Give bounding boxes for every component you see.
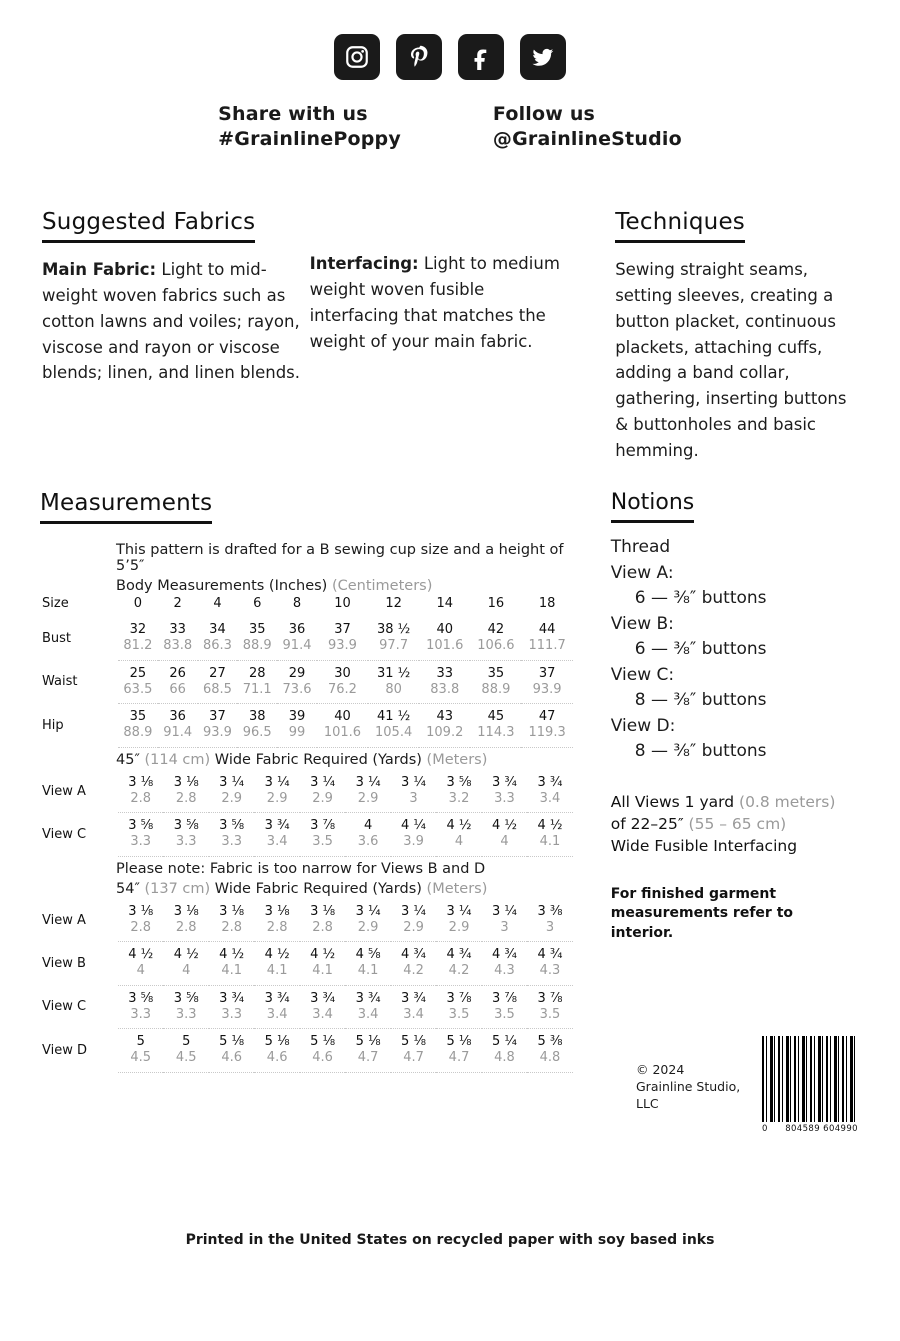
size-header-cell: 0	[133, 596, 143, 612]
fabric45-inches: 45″	[116, 751, 140, 768]
barcode-number	[762, 1124, 858, 1134]
main-fabric-label: Main Fabric:	[42, 259, 157, 279]
inch-cell: 4 ¾	[491, 947, 517, 963]
cm-cell: 114.3	[470, 725, 521, 747]
cm-cell: 4	[482, 834, 527, 856]
printed-footer: Printed in the United States on recycled paper with soy based inks	[185, 1232, 715, 1248]
inch-cell: 32	[129, 622, 147, 638]
instagram-icon[interactable]	[334, 34, 380, 80]
inch-cell: 3 ¼	[401, 903, 427, 919]
inch-cell: 3 ⅝	[173, 818, 199, 834]
inch-cell: 40	[334, 709, 351, 725]
cm-cell: 66	[158, 682, 198, 704]
body-measurements-heading	[116, 578, 573, 594]
cm-cell: 4.6	[300, 1050, 345, 1072]
cm-cell: 2.8	[163, 791, 208, 813]
cm-cell: 3.4	[254, 834, 299, 856]
notions-view-label: View D:	[610, 715, 676, 736]
inch-cell: 3 ¼	[446, 903, 472, 919]
inch-cell: 38	[248, 709, 266, 725]
inch-cell: 42	[487, 622, 505, 638]
inch-cell: 33	[169, 622, 186, 638]
cm-cell: 2.8	[300, 920, 345, 942]
cm-cell: 4	[118, 963, 163, 985]
cm-cell: 4.1	[209, 963, 254, 985]
barcode-bars	[762, 1036, 858, 1122]
inch-cell: 33	[436, 665, 454, 681]
inch-cell: 3 ¼	[401, 774, 427, 790]
table-row	[40, 899, 573, 920]
cm-cell: 2.9	[300, 791, 345, 813]
inch-cell: 4 ¾	[446, 947, 472, 963]
barcode-digit-left: 0	[762, 1124, 768, 1134]
inch-cell: 47	[538, 709, 556, 725]
inch-cell: 3 ⅝	[128, 818, 154, 834]
interfacing-column	[310, 209, 578, 464]
fabric54-meters: (Meters)	[426, 880, 488, 897]
cm-cell: 93.9	[317, 638, 368, 660]
inch-cell: 3 ⅞	[446, 990, 472, 1006]
cm-cell: 3.4	[300, 1007, 345, 1029]
cm-cell: 101.6	[419, 638, 470, 660]
cm-cell: 109.2	[419, 725, 470, 747]
cm-cell: 2.9	[345, 920, 390, 942]
inch-cell: 3 ¾	[491, 774, 517, 790]
inch-cell: 5 ⅛	[401, 1034, 427, 1050]
inch-cell: 43	[436, 709, 454, 725]
cm-cell: 4.6	[209, 1050, 254, 1072]
inch-cell: 4 ¾	[401, 947, 427, 963]
cm-cell: 3.9	[391, 834, 436, 856]
body-measurements-table	[40, 596, 573, 748]
inch-cell: 5	[136, 1034, 145, 1050]
finished-garment-note: For finished garment measurements refer to interior.	[610, 885, 794, 941]
interfacing-paragraph	[310, 251, 578, 355]
measurements-title: Measurements	[40, 490, 212, 524]
inch-cell: 36	[288, 622, 306, 638]
inch-cell: 3 ¼	[355, 774, 381, 790]
inch-cell: 5 ⅜	[537, 1034, 563, 1050]
cm-cell: 4	[436, 834, 481, 856]
cm-cell: 97.7	[368, 638, 419, 660]
inch-cell: 5 ⅛	[310, 1034, 336, 1050]
cm-cell: 3.4	[254, 1007, 299, 1029]
inch-cell: 37	[538, 665, 556, 681]
cm-cell: 2.9	[209, 791, 254, 813]
social-icons-row	[0, 0, 900, 80]
fabric45-meters: (Meters)	[426, 751, 488, 768]
barcode-digits-right: 804589 604990	[785, 1124, 858, 1134]
follow-label: Follow us	[492, 103, 596, 125]
cm-cell: 3.3	[118, 1007, 163, 1029]
inch-cell: 4 ½	[310, 947, 336, 963]
techniques-column	[577, 209, 860, 464]
notions-view-buttons: 6 — ⅜″ buttons	[634, 639, 767, 660]
cm-cell: 71.1	[237, 682, 277, 704]
fabric54-text: Wide Fabric Required (Yards)	[210, 880, 422, 897]
inch-cell: 4 ½	[491, 818, 517, 834]
inch-cell: 31 ½	[376, 665, 411, 681]
inch-cell: 5 ⅛	[264, 1034, 290, 1050]
table-row-cm	[40, 834, 573, 856]
inch-cell: 25	[129, 665, 147, 681]
cm-cell: 68.5	[198, 682, 238, 704]
inch-cell: 3 ⅝	[128, 990, 154, 1006]
inch-cell: 5 ⅛	[355, 1034, 381, 1050]
notions-title: Notions	[611, 490, 695, 523]
inch-cell: 4 ½	[219, 947, 245, 963]
fabric45-cm: (114 cm)	[144, 751, 211, 768]
cm-cell: 4.8	[482, 1050, 527, 1072]
cm-cell: 63.5	[118, 682, 158, 704]
cm-cell: 2.8	[209, 920, 254, 942]
fabric54-table	[40, 899, 573, 1073]
inch-cell: 3 ⅛	[128, 903, 154, 919]
body-head-cm: (Centimeters)	[331, 578, 433, 595]
table-row-cm	[40, 682, 573, 704]
suggested-fabrics-title: Suggested Fabrics	[42, 209, 255, 243]
inch-cell: 3 ⅛	[173, 774, 199, 790]
cm-cell: 80	[368, 682, 419, 704]
table-row-cm	[40, 920, 573, 942]
cm-cell: 88.9	[237, 638, 277, 660]
cm-cell: 91.4	[158, 725, 198, 747]
size-header-cell: 18	[538, 596, 556, 612]
inch-cell: 3 ⅞	[310, 818, 336, 834]
cm-cell: 2.9	[254, 791, 299, 813]
barcode	[762, 1036, 858, 1134]
cm-cell: 3	[482, 920, 527, 942]
row-label: Waist	[42, 674, 78, 690]
inch-cell: 3 ⅞	[491, 990, 517, 1006]
interfacing-yards: All Views 1 yard	[610, 792, 740, 811]
measurements-tables	[40, 490, 573, 1073]
inch-cell: 36	[169, 709, 186, 725]
inch-cell: 3 ⅛	[173, 903, 199, 919]
cm-cell: 3.6	[345, 834, 390, 856]
cm-cell: 3.3	[163, 834, 208, 856]
cm-cell: 3.3	[209, 834, 254, 856]
inch-cell: 27	[209, 665, 226, 681]
pinterest-icon[interactable]	[396, 34, 442, 80]
cm-cell: 73.6	[277, 682, 317, 704]
cm-cell: 4.6	[254, 1050, 299, 1072]
inch-cell: 35	[248, 622, 266, 638]
main-fabric-paragraph	[42, 257, 310, 386]
cm-cell: 119.3	[521, 725, 572, 747]
cm-cell: 4	[163, 963, 208, 985]
row-label: View C	[42, 826, 87, 842]
cm-cell: 2.8	[118, 920, 163, 942]
cm-cell: 101.6	[317, 725, 368, 747]
inch-cell: 35	[487, 665, 505, 681]
cm-cell: 2.9	[391, 920, 436, 942]
cm-cell: 2.8	[163, 920, 208, 942]
cm-cell: 3.5	[436, 1007, 481, 1029]
cm-cell: 4.2	[436, 963, 481, 985]
inch-cell: 41 ½	[376, 709, 411, 725]
inch-cell: 3 ¼	[264, 774, 290, 790]
inch-cell: 34	[209, 622, 226, 638]
cm-cell: 4.1	[527, 834, 573, 856]
table-row	[40, 985, 573, 1007]
cm-cell: 4.8	[527, 1050, 573, 1072]
cm-cell: 83.8	[419, 682, 470, 704]
inch-cell: 3 ¾	[264, 818, 290, 834]
copyright-line-2: Grainline Studio,	[636, 1078, 741, 1094]
inch-cell: 3 ⅝	[219, 818, 245, 834]
cm-cell: 88.9	[118, 725, 158, 747]
interfacing-line-2	[611, 813, 860, 835]
notions-interfacing	[611, 791, 860, 857]
cm-cell: 4.3	[527, 963, 573, 985]
cm-cell: 3.2	[436, 791, 481, 813]
inch-cell: 4 ½	[173, 947, 199, 963]
size-header-cell: 12	[385, 596, 402, 612]
top-columns	[40, 209, 860, 464]
row-label: Hip	[42, 717, 64, 733]
inch-cell: 3 ¾	[219, 990, 245, 1006]
cm-cell: 83.8	[158, 638, 198, 660]
cm-cell: 4.5	[163, 1050, 208, 1072]
size-header-cell: 8	[292, 596, 302, 612]
inch-cell: 3 ⅛	[128, 774, 154, 790]
copyright-line-1: © 2024	[636, 1062, 685, 1077]
row-label: View C	[42, 999, 87, 1015]
cm-cell: 106.6	[470, 638, 521, 660]
cm-cell: 4.5	[118, 1050, 163, 1072]
size-header-row	[40, 596, 573, 617]
cm-cell: 4.1	[254, 963, 299, 985]
inch-cell: 3 ⅜	[537, 903, 563, 919]
fabric45-heading	[116, 752, 573, 768]
inch-cell: 4 ¾	[537, 947, 563, 963]
inch-cell: 3 ⅛	[310, 903, 336, 919]
table-row	[40, 617, 573, 638]
facebook-icon[interactable]	[458, 34, 504, 80]
inch-cell: 3 ¼	[219, 774, 245, 790]
table-row-cm	[40, 725, 573, 747]
interfacing-line-1	[611, 791, 860, 813]
table-row	[40, 1029, 573, 1051]
cm-cell: 88.9	[470, 682, 521, 704]
cm-cell: 105.4	[368, 725, 419, 747]
twitter-icon[interactable]	[520, 34, 566, 80]
notions-view-label: View B:	[610, 613, 674, 634]
inch-cell: 3 ⅝	[173, 990, 199, 1006]
interfacing-text: Light to medium weight woven fusible interfacing that matches the weight of your main fabric.	[309, 253, 560, 351]
fabric54-inches: 54″	[116, 880, 140, 897]
cm-cell: 3.3	[482, 791, 527, 813]
table-row-cm	[40, 1050, 573, 1072]
inch-cell: 3 ¾	[537, 774, 563, 790]
inch-cell: 3 ⅛	[219, 903, 245, 919]
size-label: Size	[42, 596, 69, 612]
cm-cell: 4.7	[436, 1050, 481, 1072]
inch-cell: 4 ⅝	[355, 947, 381, 963]
inch-cell: 5 ⅛	[219, 1034, 245, 1050]
inch-cell: 5	[182, 1034, 191, 1050]
inch-cell: 3 ¼	[491, 903, 517, 919]
fabric54-cm: (137 cm)	[144, 880, 211, 897]
cm-cell: 4.7	[391, 1050, 436, 1072]
inch-cell: 5 ⅛	[446, 1034, 472, 1050]
cm-cell: 2.8	[118, 791, 163, 813]
inch-cell: 4 ½	[446, 818, 472, 834]
inch-cell: 40	[436, 622, 454, 638]
cm-cell: 3	[527, 920, 573, 942]
inch-cell: 30	[334, 665, 351, 681]
cm-cell: 3.5	[300, 834, 345, 856]
fabric45-table	[40, 770, 573, 857]
cm-cell: 3.4	[391, 1007, 436, 1029]
notions-view-buttons: 8 — ⅜″ buttons	[634, 690, 767, 711]
cm-cell: 111.7	[521, 638, 572, 660]
cm-cell: 3.5	[527, 1007, 573, 1029]
notions-column	[573, 490, 860, 1073]
cm-cell: 3.5	[482, 1007, 527, 1029]
inch-cell: 4 ½	[537, 818, 563, 834]
inch-cell: 3 ¾	[264, 990, 290, 1006]
suggested-fabrics-column	[40, 209, 310, 464]
inch-cell: 28	[248, 665, 266, 681]
share-hashtag: #GrainlinePoppy	[218, 128, 401, 151]
inch-cell: 3 ¼	[310, 774, 336, 790]
inch-cell: 4 ½	[264, 947, 290, 963]
inch-cell: 35	[129, 709, 147, 725]
inch-cell: 4 ¼	[401, 818, 427, 834]
row-label: View D	[42, 1042, 87, 1058]
inch-cell: 3 ⅛	[264, 903, 290, 919]
cm-cell: 4.1	[300, 963, 345, 985]
table-row	[40, 660, 573, 682]
interfacing-width-cm: (55 – 65 cm)	[688, 814, 787, 833]
narrow-fabric-note: Please note: Fabric is too narrow for Views B and D	[116, 860, 486, 877]
fabric54-heading	[116, 881, 573, 897]
table-row-cm	[40, 638, 573, 660]
techniques-title: Techniques	[615, 209, 745, 243]
cm-cell: 3.3	[118, 834, 163, 856]
inch-cell: 3 ¼	[355, 903, 381, 919]
size-header-cell: 14	[436, 596, 454, 612]
copyright-block	[636, 1062, 740, 1113]
size-header-cell: 16	[487, 596, 505, 612]
measurements-section	[40, 490, 860, 1073]
table-row	[40, 770, 573, 791]
inch-cell: 3 ¾	[401, 990, 427, 1006]
notions-view-buttons: 8 — ⅜″ buttons	[634, 741, 767, 762]
cm-cell: 3.4	[527, 791, 573, 813]
follow-block	[493, 102, 682, 153]
notions-view-label: View C:	[610, 664, 675, 685]
cm-cell: 4.1	[345, 963, 390, 985]
cm-cell: 2.9	[345, 791, 390, 813]
share-follow-row	[0, 102, 900, 153]
inch-cell: 29	[288, 665, 306, 681]
inch-cell: 39	[288, 709, 306, 725]
cm-cell: 81.2	[118, 638, 158, 660]
inch-cell: 26	[169, 665, 186, 681]
row-label: View A	[42, 783, 86, 799]
cm-cell: 3	[391, 791, 436, 813]
table-row	[40, 813, 573, 835]
row-label: View A	[42, 912, 86, 928]
cm-cell: 93.9	[521, 682, 572, 704]
cm-cell: 4.7	[345, 1050, 390, 1072]
share-block	[218, 102, 401, 153]
cm-cell: 4.3	[482, 963, 527, 985]
size-header-cell: 10	[334, 596, 351, 612]
inch-cell: 3 ¾	[355, 990, 381, 1006]
cm-cell: 2.9	[436, 920, 481, 942]
share-label: Share with us	[218, 103, 368, 125]
inch-cell: 4	[363, 818, 373, 834]
inch-cell: 45	[487, 709, 505, 725]
size-header-cell: 2	[173, 596, 182, 612]
copyright-line-3: LLC	[636, 1095, 659, 1111]
cm-cell: 4.2	[391, 963, 436, 985]
inch-cell: 5 ¼	[491, 1034, 517, 1050]
inch-cell: 3 ¾	[310, 990, 336, 1006]
cm-cell: 96.5	[237, 725, 277, 747]
notions-thread: Thread	[610, 537, 671, 558]
inch-cell: 38 ½	[376, 622, 411, 638]
table-row-cm	[40, 791, 573, 813]
inch-cell: 37	[209, 709, 226, 725]
interfacing-width-in: of 22–25″	[610, 814, 689, 833]
cm-cell: 2.8	[254, 920, 299, 942]
cm-cell: 76.2	[317, 682, 368, 704]
size-header-cell: 4	[213, 596, 222, 612]
inch-cell: 44	[538, 622, 556, 638]
table-row	[40, 942, 573, 964]
table-row	[40, 704, 573, 726]
inch-cell: 3 ⅝	[446, 774, 472, 790]
cm-cell: 93.9	[198, 725, 238, 747]
main-fabric-text: Light to mid-weight woven fabrics such as cotton lawns and voiles; rayon, viscose and rayon or viscose blends; linen, and linen blends.	[42, 259, 301, 383]
techniques-text: Sewing straight seams, setting sleeves, creating a button placket, continuous plackets, attaching cuffs, adding a band collar, gathering, inserting buttons & buttonholes and basic hemming.	[615, 259, 847, 461]
notions-view-label: View A:	[610, 562, 674, 583]
cm-cell: 3.4	[345, 1007, 390, 1029]
notions-view-buttons: 6 — ⅜″ buttons	[634, 588, 767, 609]
inch-cell: 37	[334, 622, 351, 638]
body-head-inches: Body Measurements (Inches)	[116, 578, 328, 595]
cm-cell: 3.3	[163, 1007, 208, 1029]
interfacing-line-3: Wide Fusible Interfacing	[610, 836, 798, 855]
row-label: Bust	[42, 631, 72, 647]
interfacing-meters: (0.8 meters)	[739, 792, 836, 811]
inch-cell: 3 ⅞	[537, 990, 563, 1006]
inch-cell: 4 ½	[128, 947, 154, 963]
main-content	[0, 209, 900, 1073]
cm-cell: 3.3	[209, 1007, 254, 1029]
interfacing-label: Interfacing:	[309, 253, 419, 273]
cm-cell: 99	[277, 725, 317, 747]
follow-handle: @GrainlineStudio	[492, 128, 682, 151]
drafted-note: This pattern is drafted for a B sewing cup size and a height of 5’5″	[116, 542, 564, 575]
table-row-cm	[40, 1007, 573, 1029]
row-label: View B	[42, 955, 86, 971]
table-row-cm	[40, 963, 573, 985]
cm-cell: 86.3	[198, 638, 238, 660]
cm-cell: 91.4	[277, 638, 317, 660]
fabric45-text: Wide Fabric Required (Yards)	[210, 751, 422, 768]
size-header-cell: 6	[253, 596, 262, 612]
